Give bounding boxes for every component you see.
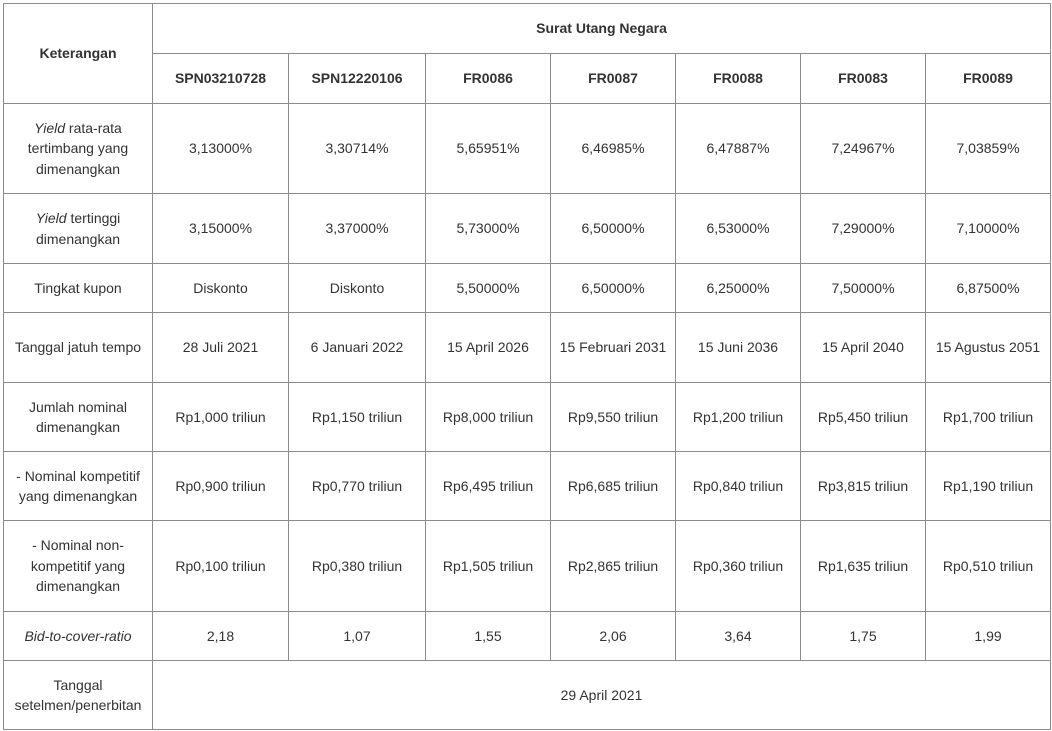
row-header-title: Keterangan: [4, 4, 153, 104]
table-row: [4, 264, 1051, 313]
group-title: Surat Utang Negara: [153, 4, 1051, 54]
table-cell: Rp1,635 triliun: [801, 521, 926, 612]
row-label-italic: Bid-to-cover-ratio: [24, 627, 132, 644]
settlement-label: Tanggal setelmen/penerbitan: [4, 661, 153, 730]
row-label-text: Jumlah nominal dimenangkan: [28, 398, 128, 435]
table-cell: Rp0,100 triliun: [153, 521, 289, 612]
table-cell: Rp6,495 triliun: [426, 452, 551, 521]
table-cell: Diskonto: [289, 264, 426, 313]
row-label-text: Tingkat kupon: [34, 279, 122, 296]
table-cell: Rp2,865 triliun: [551, 521, 676, 612]
table-cell: Rp0,900 triliun: [153, 452, 289, 521]
table-cell: Rp1,150 triliun: [289, 383, 426, 452]
table-cell: 5,65951%: [426, 104, 551, 194]
table-cell: Diskonto: [153, 264, 289, 313]
table-cell: 7,24967%: [801, 104, 926, 194]
row-label: [4, 452, 153, 521]
table-row: [4, 612, 1051, 661]
table-cell: 1,75: [801, 612, 926, 661]
table-cell: Rp0,770 triliun: [289, 452, 426, 521]
table-cell: Rp8,000 triliun: [426, 383, 551, 452]
table-row: [4, 104, 1051, 194]
table-cell: 7,29000%: [801, 194, 926, 264]
table-cell: Rp0,840 triliun: [676, 452, 801, 521]
table-row: [4, 313, 1051, 383]
auction-results-table: [3, 3, 1051, 730]
table-cell: 6,46985%: [551, 104, 676, 194]
series-header-fr0083: FR0083: [801, 54, 926, 104]
row-label-text: - Nominal kompetitif yang dimenangkan: [16, 467, 140, 504]
row-label-text: rata-rata tertimbang yang dimenangkan: [27, 119, 129, 177]
series-header-spn03210728: SPN03210728: [153, 54, 289, 104]
settlement-value: 29 April 2021: [153, 661, 1051, 730]
table-cell: 6,25000%: [676, 264, 801, 313]
table-cell: 3,64: [676, 612, 801, 661]
table-cell: Rp3,815 triliun: [801, 452, 926, 521]
table-cell: 6,50000%: [551, 194, 676, 264]
table-cell: 15 April 2026: [426, 313, 551, 383]
table-cell: 3,15000%: [153, 194, 289, 264]
table-cell: 15 Juni 2036: [676, 313, 801, 383]
table-cell: Rp1,700 triliun: [926, 383, 1051, 452]
row-label-text: - Nominal non-kompetitif yang dimenangkan: [30, 537, 126, 595]
table-cell: Rp9,550 triliun: [551, 383, 676, 452]
table-cell: 3,37000%: [289, 194, 426, 264]
table-row: [4, 383, 1051, 452]
table-cell: 15 April 2040: [801, 313, 926, 383]
table-cell: 15 Agustus 2051: [926, 313, 1051, 383]
table-cell: 15 Februari 2031: [551, 313, 676, 383]
row-label: [4, 104, 153, 194]
series-header-fr0088: FR0088: [676, 54, 801, 104]
table-cell: 5,73000%: [426, 194, 551, 264]
table-cell: 6 Januari 2022: [289, 313, 426, 383]
table-cell: 7,03859%: [926, 104, 1051, 194]
table-row: [4, 194, 1051, 264]
table-cell: 5,50000%: [426, 264, 551, 313]
series-header-fr0089: FR0089: [926, 54, 1051, 104]
table-cell: 6,87500%: [926, 264, 1051, 313]
settlement-row: [4, 661, 1051, 730]
row-label: [4, 194, 153, 264]
table-cell: 6,50000%: [551, 264, 676, 313]
row-label: [4, 383, 153, 452]
table-cell: Rp5,450 triliun: [801, 383, 926, 452]
table-cell: 3,13000%: [153, 104, 289, 194]
row-label: [4, 264, 153, 313]
table-row: [4, 521, 1051, 612]
table-cell: Rp1,000 triliun: [153, 383, 289, 452]
table-cell: Rp6,685 triliun: [551, 452, 676, 521]
row-label-text: tertinggi dimenangkan: [35, 210, 121, 247]
table-cell: Rp0,380 triliun: [289, 521, 426, 612]
table-cell: 6,53000%: [676, 194, 801, 264]
table-cell: 28 Juli 2021: [153, 313, 289, 383]
table-cell: Rp0,360 triliun: [676, 521, 801, 612]
table-cell: Rp1,190 triliun: [926, 452, 1051, 521]
table-cell: 7,10000%: [926, 194, 1051, 264]
table-cell: 6,47887%: [676, 104, 801, 194]
row-label-italic: Yield: [35, 210, 67, 226]
table-cell: Rp1,200 triliun: [676, 383, 801, 452]
table-cell: 7,50000%: [801, 264, 926, 313]
series-header-fr0087: FR0087: [551, 54, 676, 104]
series-header-spn12220106: SPN12220106: [289, 54, 426, 104]
table-cell: 3,30714%: [289, 104, 426, 194]
table-cell: Rp0,510 triliun: [926, 521, 1051, 612]
table-cell: 1,07: [289, 612, 426, 661]
row-label-italic: Yield: [34, 119, 66, 136]
row-label: [4, 313, 153, 383]
row-label: [4, 612, 153, 661]
table-row: [4, 452, 1051, 521]
row-label: [4, 521, 153, 612]
series-header-fr0086: FR0086: [426, 54, 551, 104]
header-row-group: [4, 4, 1051, 54]
table-cell: 2,18: [153, 612, 289, 661]
table-cell: 1,99: [926, 612, 1051, 661]
table-body: [4, 4, 1051, 730]
table-cell: 2,06: [551, 612, 676, 661]
row-label-text: Tanggal jatuh tempo: [14, 339, 142, 356]
table-cell: 1,55: [426, 612, 551, 661]
table-cell: Rp1,505 triliun: [426, 521, 551, 612]
header-row-series: [4, 54, 1051, 104]
